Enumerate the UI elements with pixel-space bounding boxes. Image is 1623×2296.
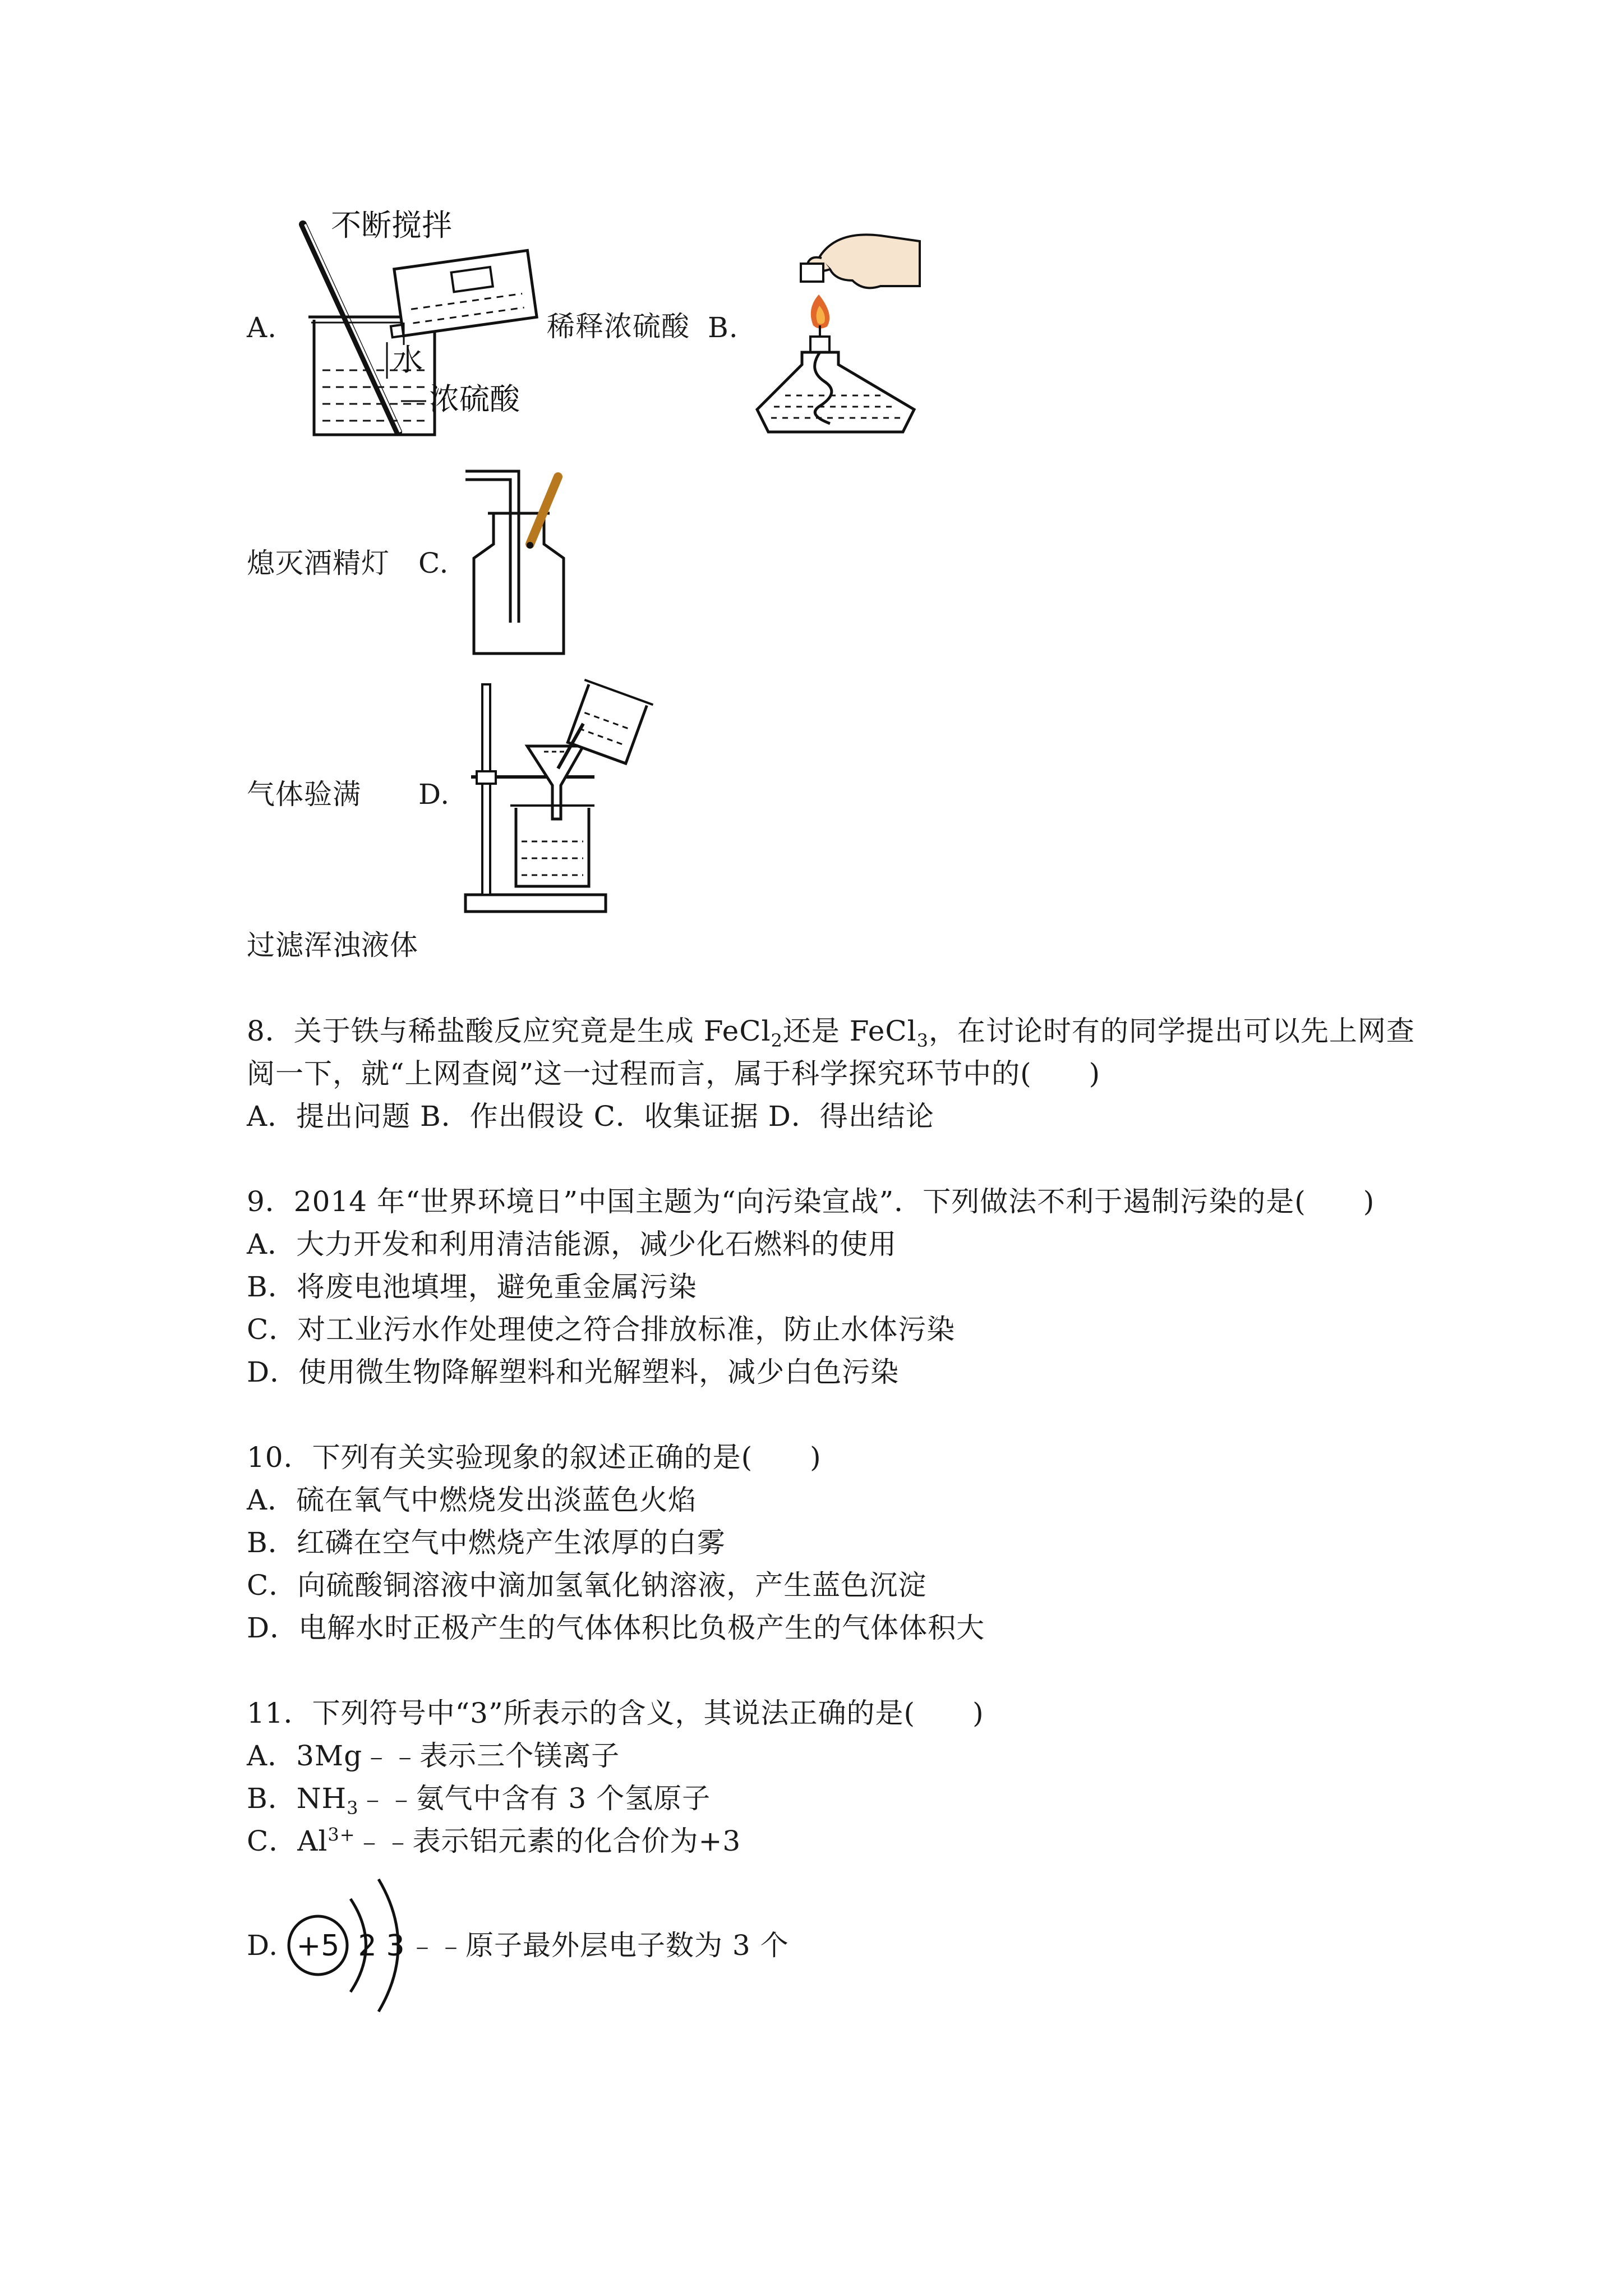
q8-stem-line1: [247, 1014, 1415, 1051]
q9-stem: 9．2014 年“世界环境日”中国主题为“向污染宣战”．下列做法不利于遏制污染的是( ): [247, 1185, 1375, 1218]
q9-option-c: C．对工业污水作处理使之符合排放标准，防止水体污染: [247, 1313, 956, 1346]
q11-stem: 11．下列符号中“3”所表示的含义，其说法正确的是( ): [247, 1697, 984, 1729]
q11-option-c: [247, 1824, 741, 1858]
gas-bottle-figure: [460, 460, 583, 662]
option-a-letter: A.: [247, 311, 278, 344]
option-b-caption: 熄灭酒精灯: [247, 547, 390, 579]
q10-option-b: B．红磷在空气中燃烧产生浓厚的白雾: [247, 1526, 726, 1559]
q8-stem-line2: 阅一下，就“上网查阅”这一过程而言，属于科学探究环节中的( ): [247, 1057, 1101, 1090]
shell-1-electrons: 2: [358, 1929, 377, 1963]
option-c-caption: 气体验满: [247, 778, 361, 811]
q9-option-b: B．将废电池填埋，避免重金属污染: [247, 1271, 697, 1303]
q8-text-b: 还是 FeCl: [782, 1015, 917, 1047]
q10-stem: 10．下列有关实验现象的叙述正确的是( ): [247, 1441, 822, 1474]
q8-sub-2: 2: [771, 1030, 783, 1051]
acid-label: 浓硫酸: [429, 381, 520, 417]
q11-option-d-letter: D.: [247, 1929, 279, 1962]
q8-text-a: 8．关于铁与稀盐酸反应究竟是生成 FeCl: [247, 1015, 771, 1047]
option-d-caption: 过滤浑浊液体: [247, 929, 418, 961]
q11-c-text-b: ﹣﹣表示铝元素的化合价为+3: [355, 1825, 741, 1857]
q8-text-c: ，在讨论时有的同学提出可以先上网查: [928, 1015, 1415, 1047]
filtration-figure: [460, 673, 662, 920]
q10-option-a: A．硫在氧气中燃烧发出淡蓝色火焰: [247, 1484, 697, 1516]
q10-option-c: C．向硫酸铜溶液中滴加氢氧化钠溶液，产生蓝色沉淀: [247, 1569, 927, 1602]
q8-sub-3: 3: [916, 1030, 929, 1051]
q11-option-d-text: ﹣﹣原子最外层电子数为 3 个: [408, 1929, 789, 1962]
alcohol-lamp-figure: [751, 224, 931, 438]
option-a-caption: 稀释浓硫酸: [547, 310, 690, 343]
q10-option-d: D．电解水时正极产生的气体体积比负极产生的气体体积大: [247, 1612, 985, 1644]
nucleus-charge: +5: [296, 1929, 340, 1963]
q11-c-text-a: C．Al: [247, 1825, 328, 1857]
q8-options: A．提出问题 B．作出假设 C．收集证据 D．得出结论: [247, 1100, 934, 1133]
q11-b-sub: 3: [347, 1797, 359, 1819]
shell-2-electrons: 3: [386, 1929, 405, 1963]
q11-b-text-a: B．NH: [247, 1782, 347, 1815]
stir-label: 不断搅拌: [331, 208, 452, 243]
option-c-letter: C.: [418, 547, 449, 579]
q11-b-text-b: ﹣﹣氨气中含有 3 个氢原子: [358, 1782, 711, 1815]
q11-option-a: A．3Mg﹣﹣表示三个镁离子: [247, 1740, 620, 1772]
q11-option-b: [247, 1782, 711, 1819]
q11-c-sup: 3+: [328, 1824, 356, 1846]
option-d-letter: D.: [418, 778, 450, 811]
water-label: 水: [393, 342, 423, 378]
dilute-sulfuric-acid-figure: [292, 208, 550, 443]
q9-option-a: A．大力开发和利用清洁能源，减少化石燃料的使用: [247, 1228, 897, 1260]
q9-option-d: D．使用微生物降解塑料和光解塑料，减少白色污染: [247, 1356, 900, 1388]
option-b-letter: B.: [708, 311, 739, 344]
